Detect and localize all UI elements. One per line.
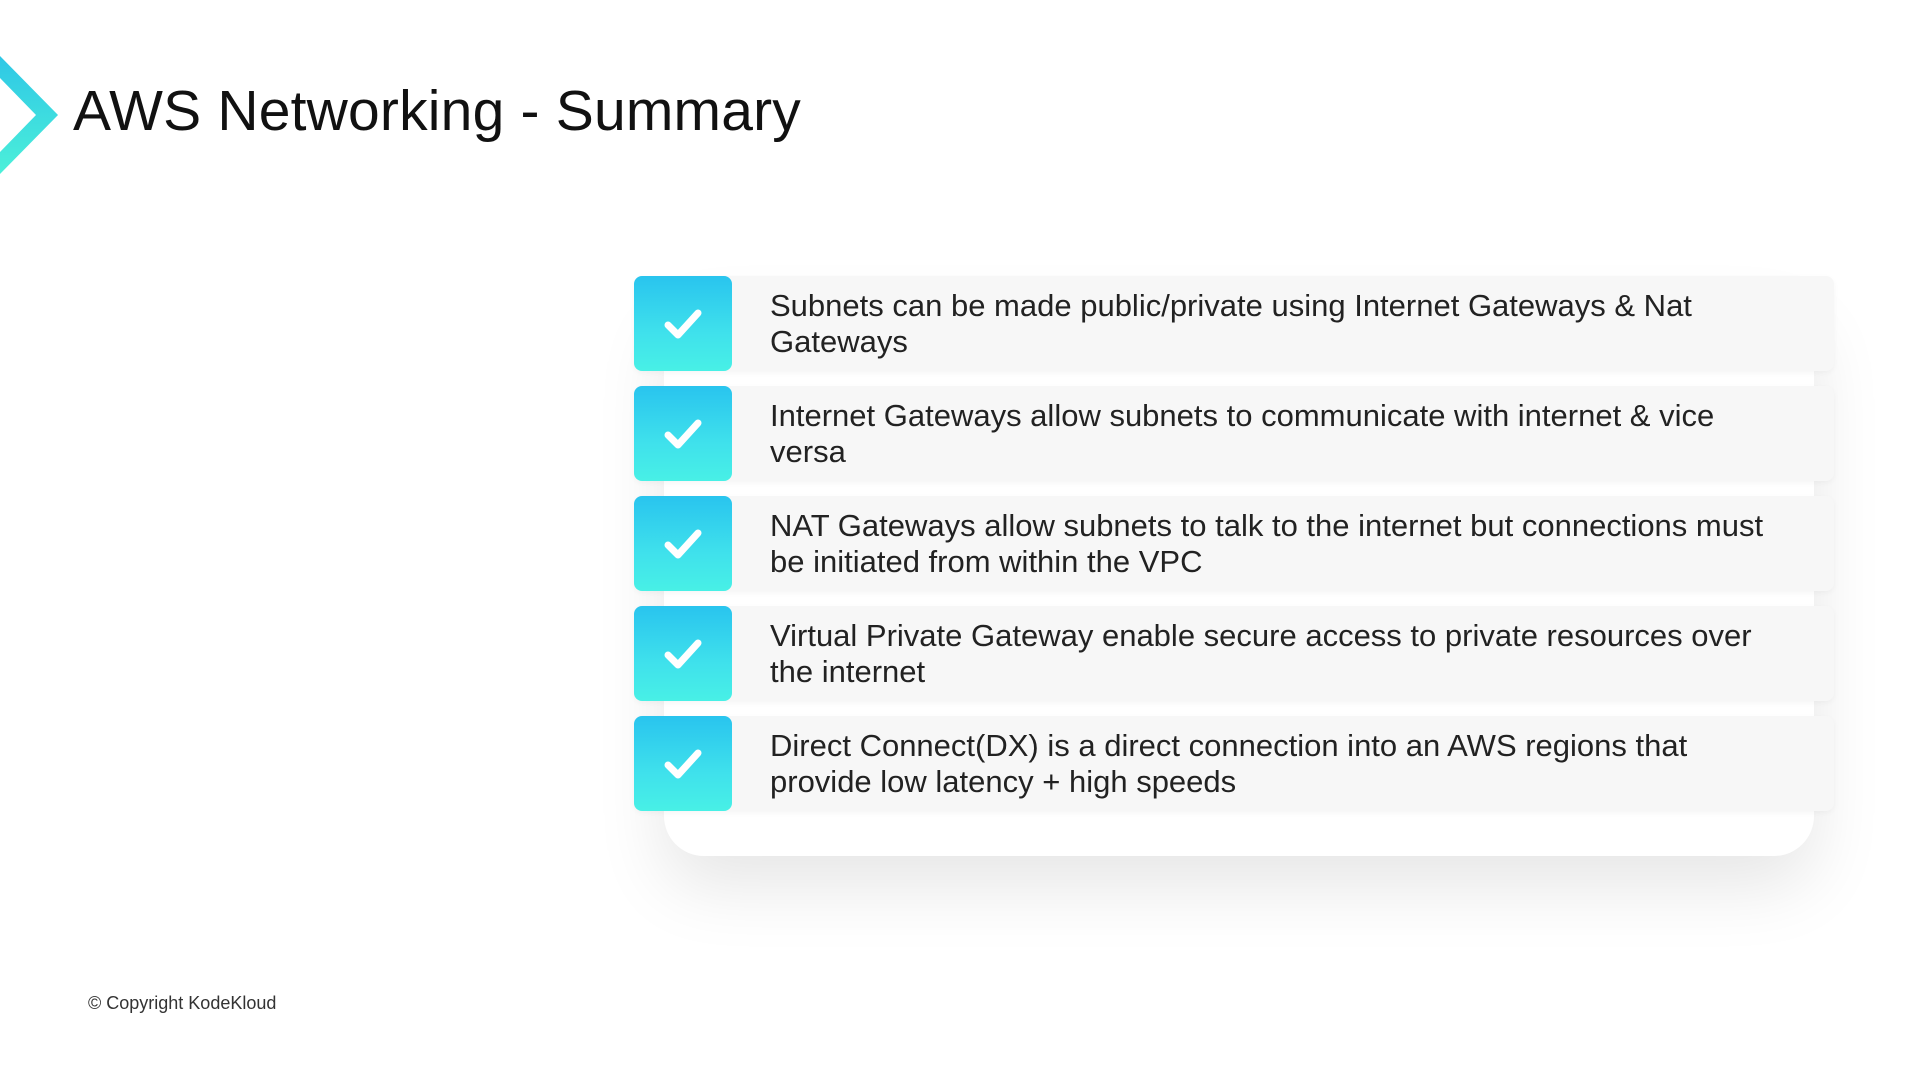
check-icon [661, 742, 705, 786]
list-item-text: Internet Gateways allow subnets to communicate with internet & vice versa [770, 397, 1715, 469]
list-item [634, 276, 1834, 371]
page-title: AWS Networking - Summary [73, 79, 801, 143]
list-item [634, 716, 1834, 811]
check-badge [634, 276, 732, 371]
check-badge [634, 496, 732, 591]
list-item [634, 386, 1834, 481]
check-badge [634, 716, 732, 811]
check-badge [634, 386, 732, 481]
list-item-text: Direct Connect(DX) is a direct connection into an AWS regions that provide low latency + high speeds [770, 727, 1688, 799]
summary-list [634, 276, 1834, 826]
copyright-notice: © Copyright KodeKloud [88, 993, 277, 1013]
list-item-text: NAT Gateways allow subnets to talk to the internet but connections must be initiated from within the VPC [770, 507, 1764, 579]
list-item [634, 496, 1834, 591]
check-icon [661, 632, 705, 676]
check-badge [634, 606, 732, 701]
chevron-right-icon [0, 56, 60, 174]
list-item-text: Virtual Private Gateway enable secure access to private resources over the internet [770, 617, 1752, 689]
check-icon [661, 302, 705, 346]
check-icon [661, 522, 705, 566]
list-item-text: Subnets can be made public/private using Internet Gateways & Nat Gateways [770, 287, 1692, 359]
check-icon [661, 412, 705, 456]
list-item [634, 606, 1834, 701]
